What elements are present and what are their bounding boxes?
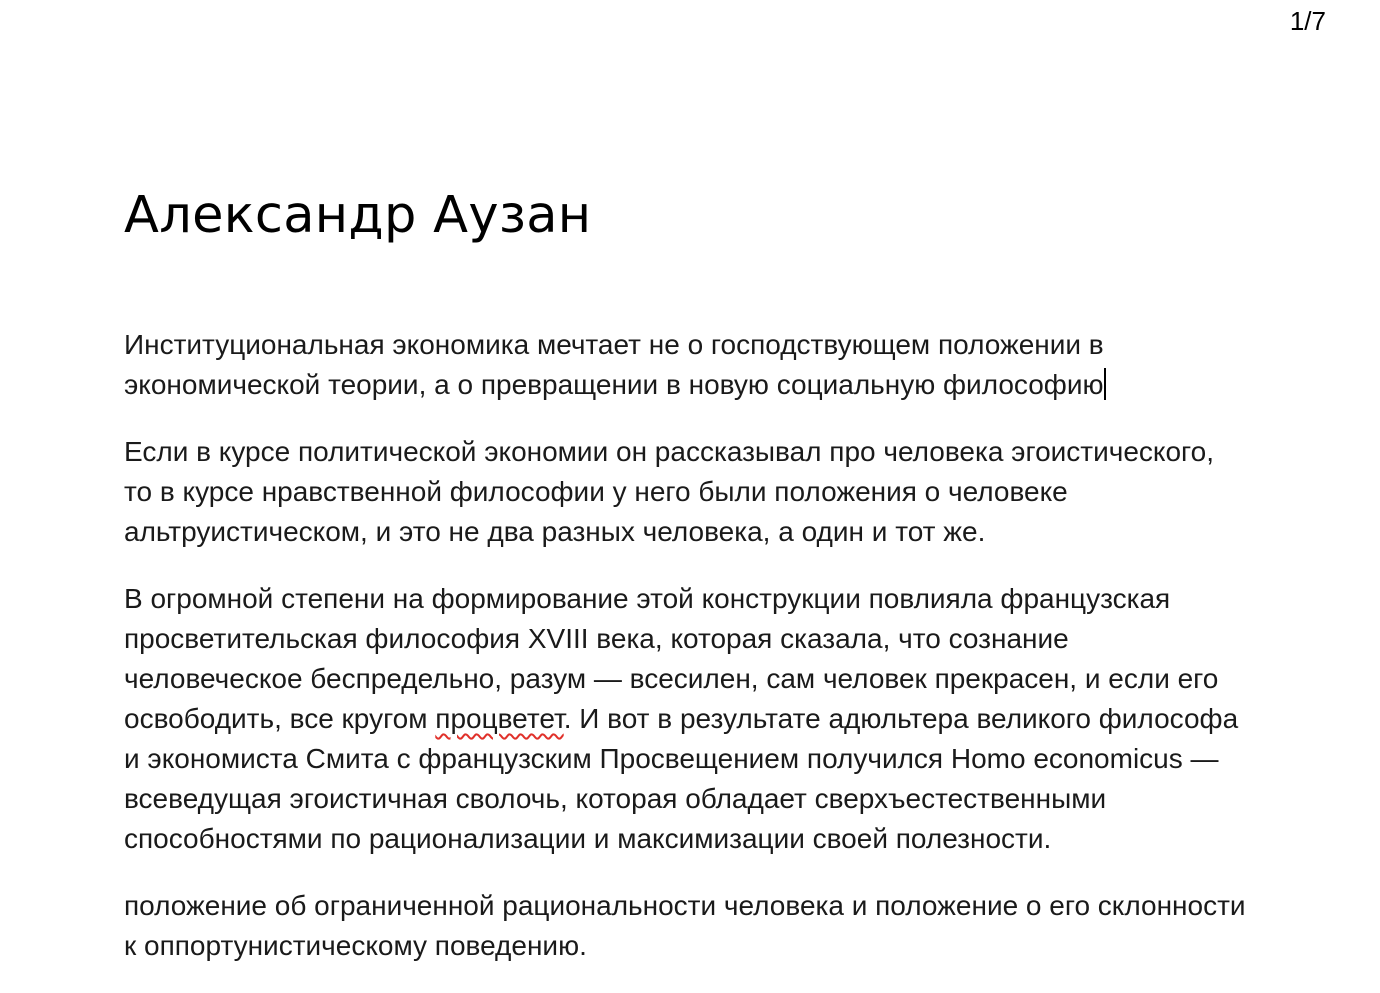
paragraph-1-line-1: Институциональная экономика мечтает не о господствующем положении в: [124, 329, 1104, 360]
paragraph-3-line-6: всеведущая эгоистичная сволочь, которая обладает сверхъестественными: [124, 783, 1107, 814]
paragraph-3-line-4-start: освободить, все кругом: [124, 703, 436, 734]
misspelled-word[interactable]: процветет: [435, 703, 564, 734]
paragraph-1[interactable]: [124, 325, 1344, 405]
paragraph-3-line-3: человеческое беспредельно, разум — всесилен, сам человек прекрасен, и если его: [124, 663, 1219, 694]
paragraph-3-line-1: В огромной степени на формирование этой конструкции повлияла французская: [124, 583, 1171, 614]
page-counter: 1/7: [1289, 6, 1326, 36]
paragraph-2-line-2: то в курсе нравственной философии у него были положения о человеке: [124, 476, 1068, 507]
paragraph-4[interactable]: [124, 886, 1344, 966]
text-cursor: [1104, 368, 1106, 400]
paragraph-3-line-2: просветительская философия XVIII века, которая сказала, что сознание: [124, 623, 1069, 654]
paragraph-4-line-1: положение об ограниченной рациональности человека и положение о его склонности: [124, 890, 1246, 921]
paragraph-1-line-2-text: экономической теории, а о превращении в новую социальную философию: [124, 369, 1104, 400]
paragraph-3-line-4: [124, 699, 1344, 739]
paragraph-2[interactable]: [124, 432, 1344, 552]
paragraph-4-line-2: к оппортунистическому поведению.: [124, 930, 587, 961]
paragraph-2-line-1: Если в курсе политической экономии он рассказывал про человека эгоистического,: [124, 436, 1214, 467]
paragraph-3[interactable]: [124, 579, 1344, 859]
paragraph-1-line-2: [124, 365, 1344, 405]
paragraph-3-line-7: способностями по рационализации и максимизации своей полезности.: [124, 823, 1052, 854]
paragraph-2-line-3: альтруистическом, и это не два разных человека, а один и тот же.: [124, 516, 986, 547]
document-title[interactable]: Александр Аузан: [124, 186, 592, 245]
document-body[interactable]: [124, 325, 1344, 993]
paragraph-3-line-4-end: . И вот в результате адюльтера великого философа: [563, 703, 1239, 734]
paragraph-3-line-5: и экономиста Смита с французским Просвещением получился Homo economicus —: [124, 743, 1219, 774]
